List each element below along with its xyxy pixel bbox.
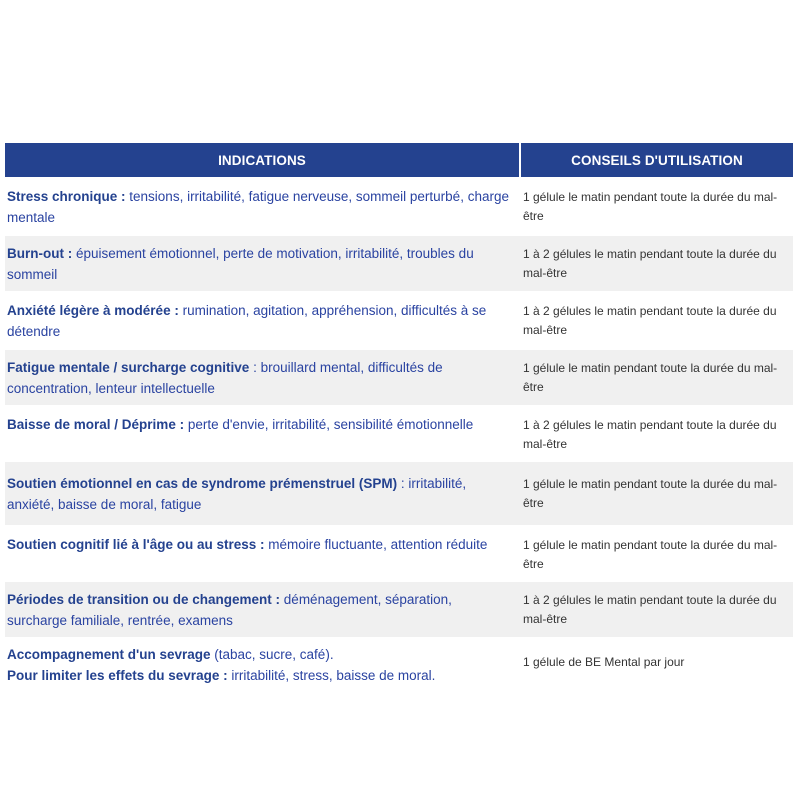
indication-text: épuisement émotionnel, perte de motivation, irritabilité, troubles du sommeil <box>7 246 474 282</box>
advice-cell: 1 à 2 gélules le matin pendant toute la durée du mal-être <box>523 593 777 626</box>
table-row <box>5 293 793 348</box>
table-row <box>5 582 793 637</box>
table-row <box>5 179 793 234</box>
indication-text: tensions, irritabilité, fatigue nerveuse, sommeil perturbé, charge mentale <box>7 189 509 225</box>
table-row <box>5 236 793 291</box>
indication-title: Baisse de moral / Déprime : <box>7 417 185 432</box>
indication-text: mémoire fluctuante, attention réduite <box>264 537 488 552</box>
advice-cell: 1 à 2 gélules le matin pendant toute la durée du mal-être <box>523 304 777 337</box>
indication-cell <box>5 407 519 460</box>
indication-title: Anxiété légère à modérée : <box>7 303 179 318</box>
table-row <box>5 350 793 405</box>
table-row <box>5 527 793 580</box>
indication-cell <box>5 179 519 234</box>
indication-title: Périodes de transition ou de changement : <box>7 592 281 607</box>
indication-text: : irritabilité, anxiété, baisse de moral, fatigue <box>7 476 467 512</box>
indication-cell <box>5 350 519 405</box>
indication-cell <box>5 236 519 291</box>
advice-cell: 1 à 2 gélules le matin pendant toute la durée du mal-être <box>523 247 777 280</box>
indication-text: : brouillard mental, difficultés de concentration, lenteur intellectuelle <box>7 360 443 396</box>
indication-text: perte d'envie, irritabilité, sensibilité émotionnelle <box>184 417 474 432</box>
header-indications: INDICATIONS <box>5 143 519 177</box>
indication-text: rumination, agitation, appréhension, difficultés à se détendre <box>7 303 487 339</box>
indication-title: Burn-out : <box>7 246 73 261</box>
table-header <box>5 143 793 177</box>
indication-cell <box>5 462 519 525</box>
indication-text-2: irritabilité, stress, baisse de moral. <box>227 668 436 683</box>
indication-text: déménagement, séparation, surcharge familiale, rentrée, examens <box>7 592 452 628</box>
indications-table <box>5 143 793 692</box>
advice-cell: 1 gélule de BE Mental par jour <box>523 655 685 669</box>
indication-title: Fatigue mentale / surcharge cognitive <box>7 360 250 375</box>
advice-cell: 1 gélule le matin pendant toute la durée du mal-être <box>523 538 778 571</box>
advice-cell: 1 gélule le matin pendant toute la durée du mal-être <box>523 361 778 394</box>
table-row <box>5 639 793 692</box>
indication-title: Stress chronique : <box>7 189 126 204</box>
advice-cell: 1 à 2 gélules le matin pendant toute la durée du mal-être <box>523 418 777 451</box>
header-conseils: CONSEILS D'UTILISATION <box>521 143 793 177</box>
table-row <box>5 407 793 460</box>
advice-cell: 1 gélule le matin pendant toute la durée du mal-être <box>523 190 778 223</box>
indication-title-2: Pour limiter les effets du sevrage : <box>7 668 228 683</box>
advice-cell: 1 gélule le matin pendant toute la durée du mal-être <box>523 477 778 510</box>
indication-title: Soutien émotionnel en cas de syndrome prémenstruel (SPM) <box>7 476 398 491</box>
indication-cell <box>5 293 519 348</box>
table-row <box>5 462 793 525</box>
indication-cell <box>5 639 519 692</box>
indication-title: Soutien cognitif lié à l'âge ou au stress : <box>7 537 265 552</box>
indication-text: (tabac, sucre, café). <box>210 647 334 662</box>
indication-cell <box>5 582 519 637</box>
indication-cell <box>5 527 519 580</box>
indication-title: Accompagnement d'un sevrage <box>7 647 211 662</box>
